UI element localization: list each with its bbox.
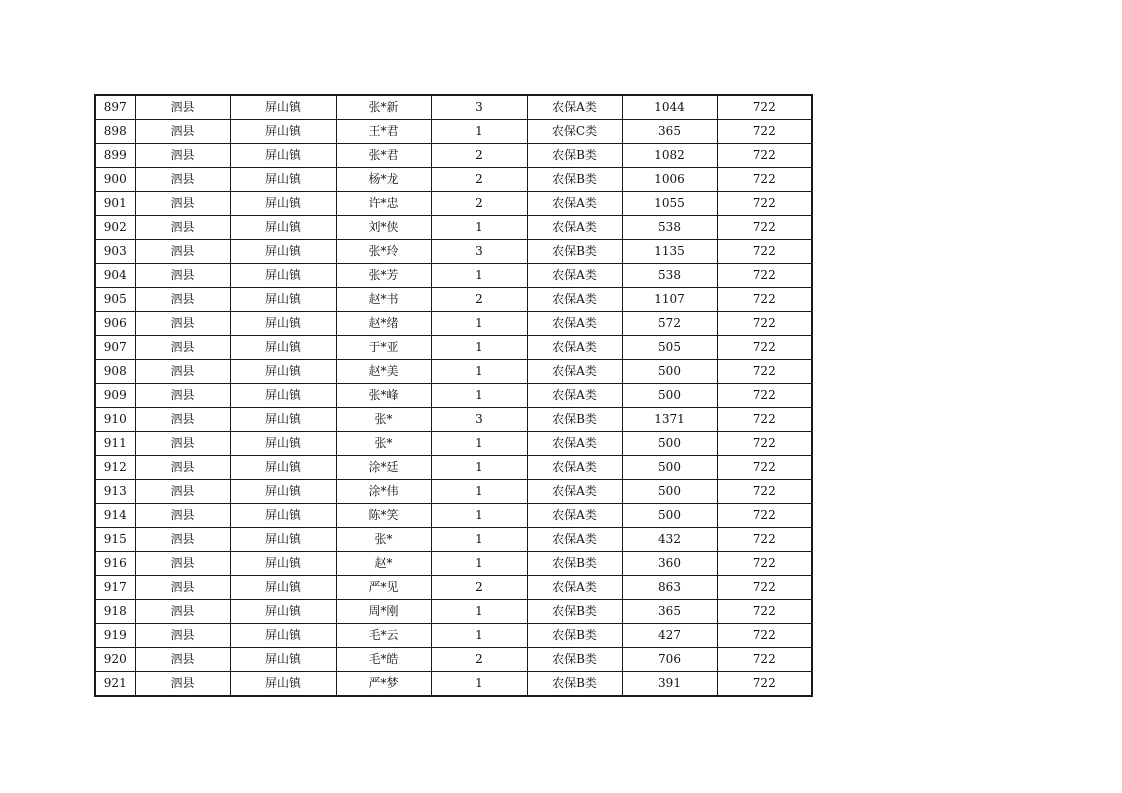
county-cell: 泗县: [135, 504, 230, 528]
amount-cell: 391: [622, 672, 717, 697]
insurance-type-cell: 农保B类: [527, 168, 622, 192]
amount-cell: 1082: [622, 144, 717, 168]
county-cell: 泗县: [135, 192, 230, 216]
town-cell: 屏山镇: [230, 312, 336, 336]
table-row: [95, 216, 812, 240]
insurance-type-cell: 农保B类: [527, 144, 622, 168]
amount-cell: 505: [622, 336, 717, 360]
name-cell: 严*见: [336, 576, 431, 600]
household-size-cell: 2: [431, 648, 527, 672]
name-cell: 涂*伟: [336, 480, 431, 504]
standard-cell: 722: [717, 576, 812, 600]
row-number-cell: 899: [95, 144, 135, 168]
household-size-cell: 2: [431, 192, 527, 216]
insurance-type-cell: 农保B类: [527, 408, 622, 432]
table-row: [95, 312, 812, 336]
town-cell: 屏山镇: [230, 552, 336, 576]
standard-cell: 722: [717, 600, 812, 624]
amount-cell: 500: [622, 432, 717, 456]
amount-cell: 1107: [622, 288, 717, 312]
table-row: [95, 600, 812, 624]
county-cell: 泗县: [135, 624, 230, 648]
insurance-type-cell: 农保B类: [527, 624, 622, 648]
row-number-cell: 901: [95, 192, 135, 216]
household-size-cell: 3: [431, 240, 527, 264]
insurance-type-cell: 农保B类: [527, 648, 622, 672]
county-cell: 泗县: [135, 216, 230, 240]
amount-cell: 500: [622, 504, 717, 528]
town-cell: 屏山镇: [230, 95, 336, 120]
table-row: [95, 168, 812, 192]
insurance-type-cell: 农保A类: [527, 288, 622, 312]
household-size-cell: 1: [431, 384, 527, 408]
amount-cell: 500: [622, 456, 717, 480]
standard-cell: 722: [717, 240, 812, 264]
row-number-cell: 914: [95, 504, 135, 528]
amount-cell: 500: [622, 384, 717, 408]
standard-cell: 722: [717, 648, 812, 672]
row-number-cell: 902: [95, 216, 135, 240]
county-cell: 泗县: [135, 432, 230, 456]
amount-cell: 1055: [622, 192, 717, 216]
town-cell: 屏山镇: [230, 120, 336, 144]
county-cell: 泗县: [135, 576, 230, 600]
county-cell: 泗县: [135, 336, 230, 360]
name-cell: 毛*云: [336, 624, 431, 648]
town-cell: 屏山镇: [230, 216, 336, 240]
row-number-cell: 911: [95, 432, 135, 456]
county-cell: 泗县: [135, 95, 230, 120]
town-cell: 屏山镇: [230, 384, 336, 408]
insurance-type-cell: 农保B类: [527, 600, 622, 624]
county-cell: 泗县: [135, 360, 230, 384]
table-body: [95, 95, 812, 696]
county-cell: 泗县: [135, 384, 230, 408]
row-number-cell: 916: [95, 552, 135, 576]
row-number-cell: 908: [95, 360, 135, 384]
amount-cell: 572: [622, 312, 717, 336]
standard-cell: 722: [717, 312, 812, 336]
standard-cell: 722: [717, 624, 812, 648]
table-row: [95, 456, 812, 480]
table-row: [95, 95, 812, 120]
town-cell: 屏山镇: [230, 432, 336, 456]
town-cell: 屏山镇: [230, 192, 336, 216]
town-cell: 屏山镇: [230, 528, 336, 552]
insurance-type-cell: 农保A类: [527, 456, 622, 480]
name-cell: 张*: [336, 408, 431, 432]
table-row: [95, 192, 812, 216]
insurance-type-cell: 农保A类: [527, 384, 622, 408]
name-cell: 赵*绪: [336, 312, 431, 336]
insurance-type-cell: 农保B类: [527, 672, 622, 697]
row-number-cell: 906: [95, 312, 135, 336]
name-cell: 王*君: [336, 120, 431, 144]
row-number-cell: 920: [95, 648, 135, 672]
amount-cell: 1006: [622, 168, 717, 192]
row-number-cell: 910: [95, 408, 135, 432]
standard-cell: 722: [717, 144, 812, 168]
amount-cell: 706: [622, 648, 717, 672]
insurance-type-cell: 农保A类: [527, 528, 622, 552]
standard-cell: 722: [717, 95, 812, 120]
standard-cell: 722: [717, 480, 812, 504]
amount-cell: 538: [622, 264, 717, 288]
row-number-cell: 913: [95, 480, 135, 504]
name-cell: 赵*美: [336, 360, 431, 384]
county-cell: 泗县: [135, 600, 230, 624]
name-cell: 赵*书: [336, 288, 431, 312]
household-size-cell: 1: [431, 216, 527, 240]
name-cell: 张*玲: [336, 240, 431, 264]
standard-cell: 722: [717, 336, 812, 360]
household-size-cell: 2: [431, 576, 527, 600]
row-number-cell: 897: [95, 95, 135, 120]
name-cell: 杨*龙: [336, 168, 431, 192]
name-cell: 周*刚: [336, 600, 431, 624]
amount-cell: 365: [622, 120, 717, 144]
row-number-cell: 915: [95, 528, 135, 552]
row-number-cell: 903: [95, 240, 135, 264]
household-size-cell: 1: [431, 264, 527, 288]
row-number-cell: 919: [95, 624, 135, 648]
county-cell: 泗县: [135, 144, 230, 168]
table-row: [95, 120, 812, 144]
county-cell: 泗县: [135, 240, 230, 264]
amount-cell: 1135: [622, 240, 717, 264]
name-cell: 张*峰: [336, 384, 431, 408]
amount-cell: 500: [622, 360, 717, 384]
table-row: [95, 408, 812, 432]
row-number-cell: 921: [95, 672, 135, 697]
name-cell: 张*: [336, 432, 431, 456]
table-row: [95, 264, 812, 288]
table-row: [95, 432, 812, 456]
household-size-cell: 3: [431, 95, 527, 120]
town-cell: 屏山镇: [230, 624, 336, 648]
county-cell: 泗县: [135, 552, 230, 576]
name-cell: 于*亚: [336, 336, 431, 360]
table-row: [95, 504, 812, 528]
household-size-cell: 1: [431, 456, 527, 480]
insurance-type-cell: 农保A类: [527, 192, 622, 216]
name-cell: 张*芳: [336, 264, 431, 288]
standard-cell: 722: [717, 408, 812, 432]
town-cell: 屏山镇: [230, 456, 336, 480]
household-size-cell: 1: [431, 432, 527, 456]
table-row: [95, 384, 812, 408]
row-number-cell: 905: [95, 288, 135, 312]
town-cell: 屏山镇: [230, 648, 336, 672]
county-cell: 泗县: [135, 528, 230, 552]
amount-cell: 1044: [622, 95, 717, 120]
name-cell: 刘*侠: [336, 216, 431, 240]
household-size-cell: 1: [431, 600, 527, 624]
insurance-type-cell: 农保A类: [527, 432, 622, 456]
county-cell: 泗县: [135, 648, 230, 672]
insurance-type-cell: 农保A类: [527, 336, 622, 360]
row-number-cell: 917: [95, 576, 135, 600]
county-cell: 泗县: [135, 672, 230, 697]
county-cell: 泗县: [135, 480, 230, 504]
insurance-type-cell: 农保A类: [527, 360, 622, 384]
name-cell: 张*新: [336, 95, 431, 120]
name-cell: 张*: [336, 528, 431, 552]
household-size-cell: 1: [431, 480, 527, 504]
household-size-cell: 1: [431, 552, 527, 576]
amount-cell: 432: [622, 528, 717, 552]
insurance-type-cell: 农保C类: [527, 120, 622, 144]
standard-cell: 722: [717, 288, 812, 312]
name-cell: 严*梦: [336, 672, 431, 697]
amount-cell: 538: [622, 216, 717, 240]
standard-cell: 722: [717, 264, 812, 288]
standard-cell: 722: [717, 504, 812, 528]
county-cell: 泗县: [135, 120, 230, 144]
table-row: [95, 528, 812, 552]
name-cell: 毛*皓: [336, 648, 431, 672]
row-number-cell: 898: [95, 120, 135, 144]
county-cell: 泗县: [135, 456, 230, 480]
insurance-type-cell: 农保A类: [527, 576, 622, 600]
row-number-cell: 900: [95, 168, 135, 192]
town-cell: 屏山镇: [230, 480, 336, 504]
standard-cell: 722: [717, 672, 812, 697]
standard-cell: 722: [717, 360, 812, 384]
standard-cell: 722: [717, 528, 812, 552]
town-cell: 屏山镇: [230, 144, 336, 168]
amount-cell: 365: [622, 600, 717, 624]
insurance-type-cell: 农保A类: [527, 312, 622, 336]
town-cell: 屏山镇: [230, 264, 336, 288]
household-size-cell: 1: [431, 360, 527, 384]
household-size-cell: 1: [431, 624, 527, 648]
amount-cell: 360: [622, 552, 717, 576]
standard-cell: 722: [717, 456, 812, 480]
town-cell: 屏山镇: [230, 504, 336, 528]
standard-cell: 722: [717, 432, 812, 456]
county-cell: 泗县: [135, 168, 230, 192]
household-size-cell: 1: [431, 672, 527, 697]
row-number-cell: 909: [95, 384, 135, 408]
table-row: [95, 552, 812, 576]
town-cell: 屏山镇: [230, 672, 336, 697]
name-cell: 涂*廷: [336, 456, 431, 480]
household-size-cell: 1: [431, 528, 527, 552]
household-size-cell: 1: [431, 120, 527, 144]
county-cell: 泗县: [135, 408, 230, 432]
county-cell: 泗县: [135, 288, 230, 312]
table-row: [95, 672, 812, 697]
county-cell: 泗县: [135, 312, 230, 336]
row-number-cell: 904: [95, 264, 135, 288]
table-row: [95, 288, 812, 312]
row-number-cell: 907: [95, 336, 135, 360]
standard-cell: 722: [717, 120, 812, 144]
table-row: [95, 144, 812, 168]
name-cell: 许*忠: [336, 192, 431, 216]
insurance-type-cell: 农保B类: [527, 240, 622, 264]
name-cell: 陈*笑: [336, 504, 431, 528]
table-row: [95, 360, 812, 384]
standard-cell: 722: [717, 216, 812, 240]
town-cell: 屏山镇: [230, 168, 336, 192]
name-cell: 赵*: [336, 552, 431, 576]
row-number-cell: 912: [95, 456, 135, 480]
standard-cell: 722: [717, 192, 812, 216]
insurance-type-cell: 农保A类: [527, 216, 622, 240]
data-table: [94, 94, 813, 697]
town-cell: 屏山镇: [230, 288, 336, 312]
table-row: [95, 240, 812, 264]
household-size-cell: 2: [431, 168, 527, 192]
town-cell: 屏山镇: [230, 240, 336, 264]
town-cell: 屏山镇: [230, 600, 336, 624]
insurance-type-cell: 农保A类: [527, 264, 622, 288]
name-cell: 张*君: [336, 144, 431, 168]
town-cell: 屏山镇: [230, 360, 336, 384]
town-cell: 屏山镇: [230, 408, 336, 432]
row-number-cell: 918: [95, 600, 135, 624]
county-cell: 泗县: [135, 264, 230, 288]
household-size-cell: 1: [431, 336, 527, 360]
table-row: [95, 336, 812, 360]
household-size-cell: 1: [431, 312, 527, 336]
household-size-cell: 2: [431, 144, 527, 168]
standard-cell: 722: [717, 552, 812, 576]
town-cell: 屏山镇: [230, 336, 336, 360]
table-row: [95, 624, 812, 648]
amount-cell: 427: [622, 624, 717, 648]
insurance-type-cell: 农保A类: [527, 504, 622, 528]
standard-cell: 722: [717, 384, 812, 408]
household-size-cell: 2: [431, 288, 527, 312]
household-size-cell: 3: [431, 408, 527, 432]
town-cell: 屏山镇: [230, 576, 336, 600]
insurance-type-cell: 农保B类: [527, 552, 622, 576]
insurance-type-cell: 农保A类: [527, 480, 622, 504]
insurance-type-cell: 农保A类: [527, 95, 622, 120]
amount-cell: 500: [622, 480, 717, 504]
amount-cell: 1371: [622, 408, 717, 432]
table-row: [95, 480, 812, 504]
amount-cell: 863: [622, 576, 717, 600]
household-size-cell: 1: [431, 504, 527, 528]
table-row: [95, 648, 812, 672]
standard-cell: 722: [717, 168, 812, 192]
table-row: [95, 576, 812, 600]
